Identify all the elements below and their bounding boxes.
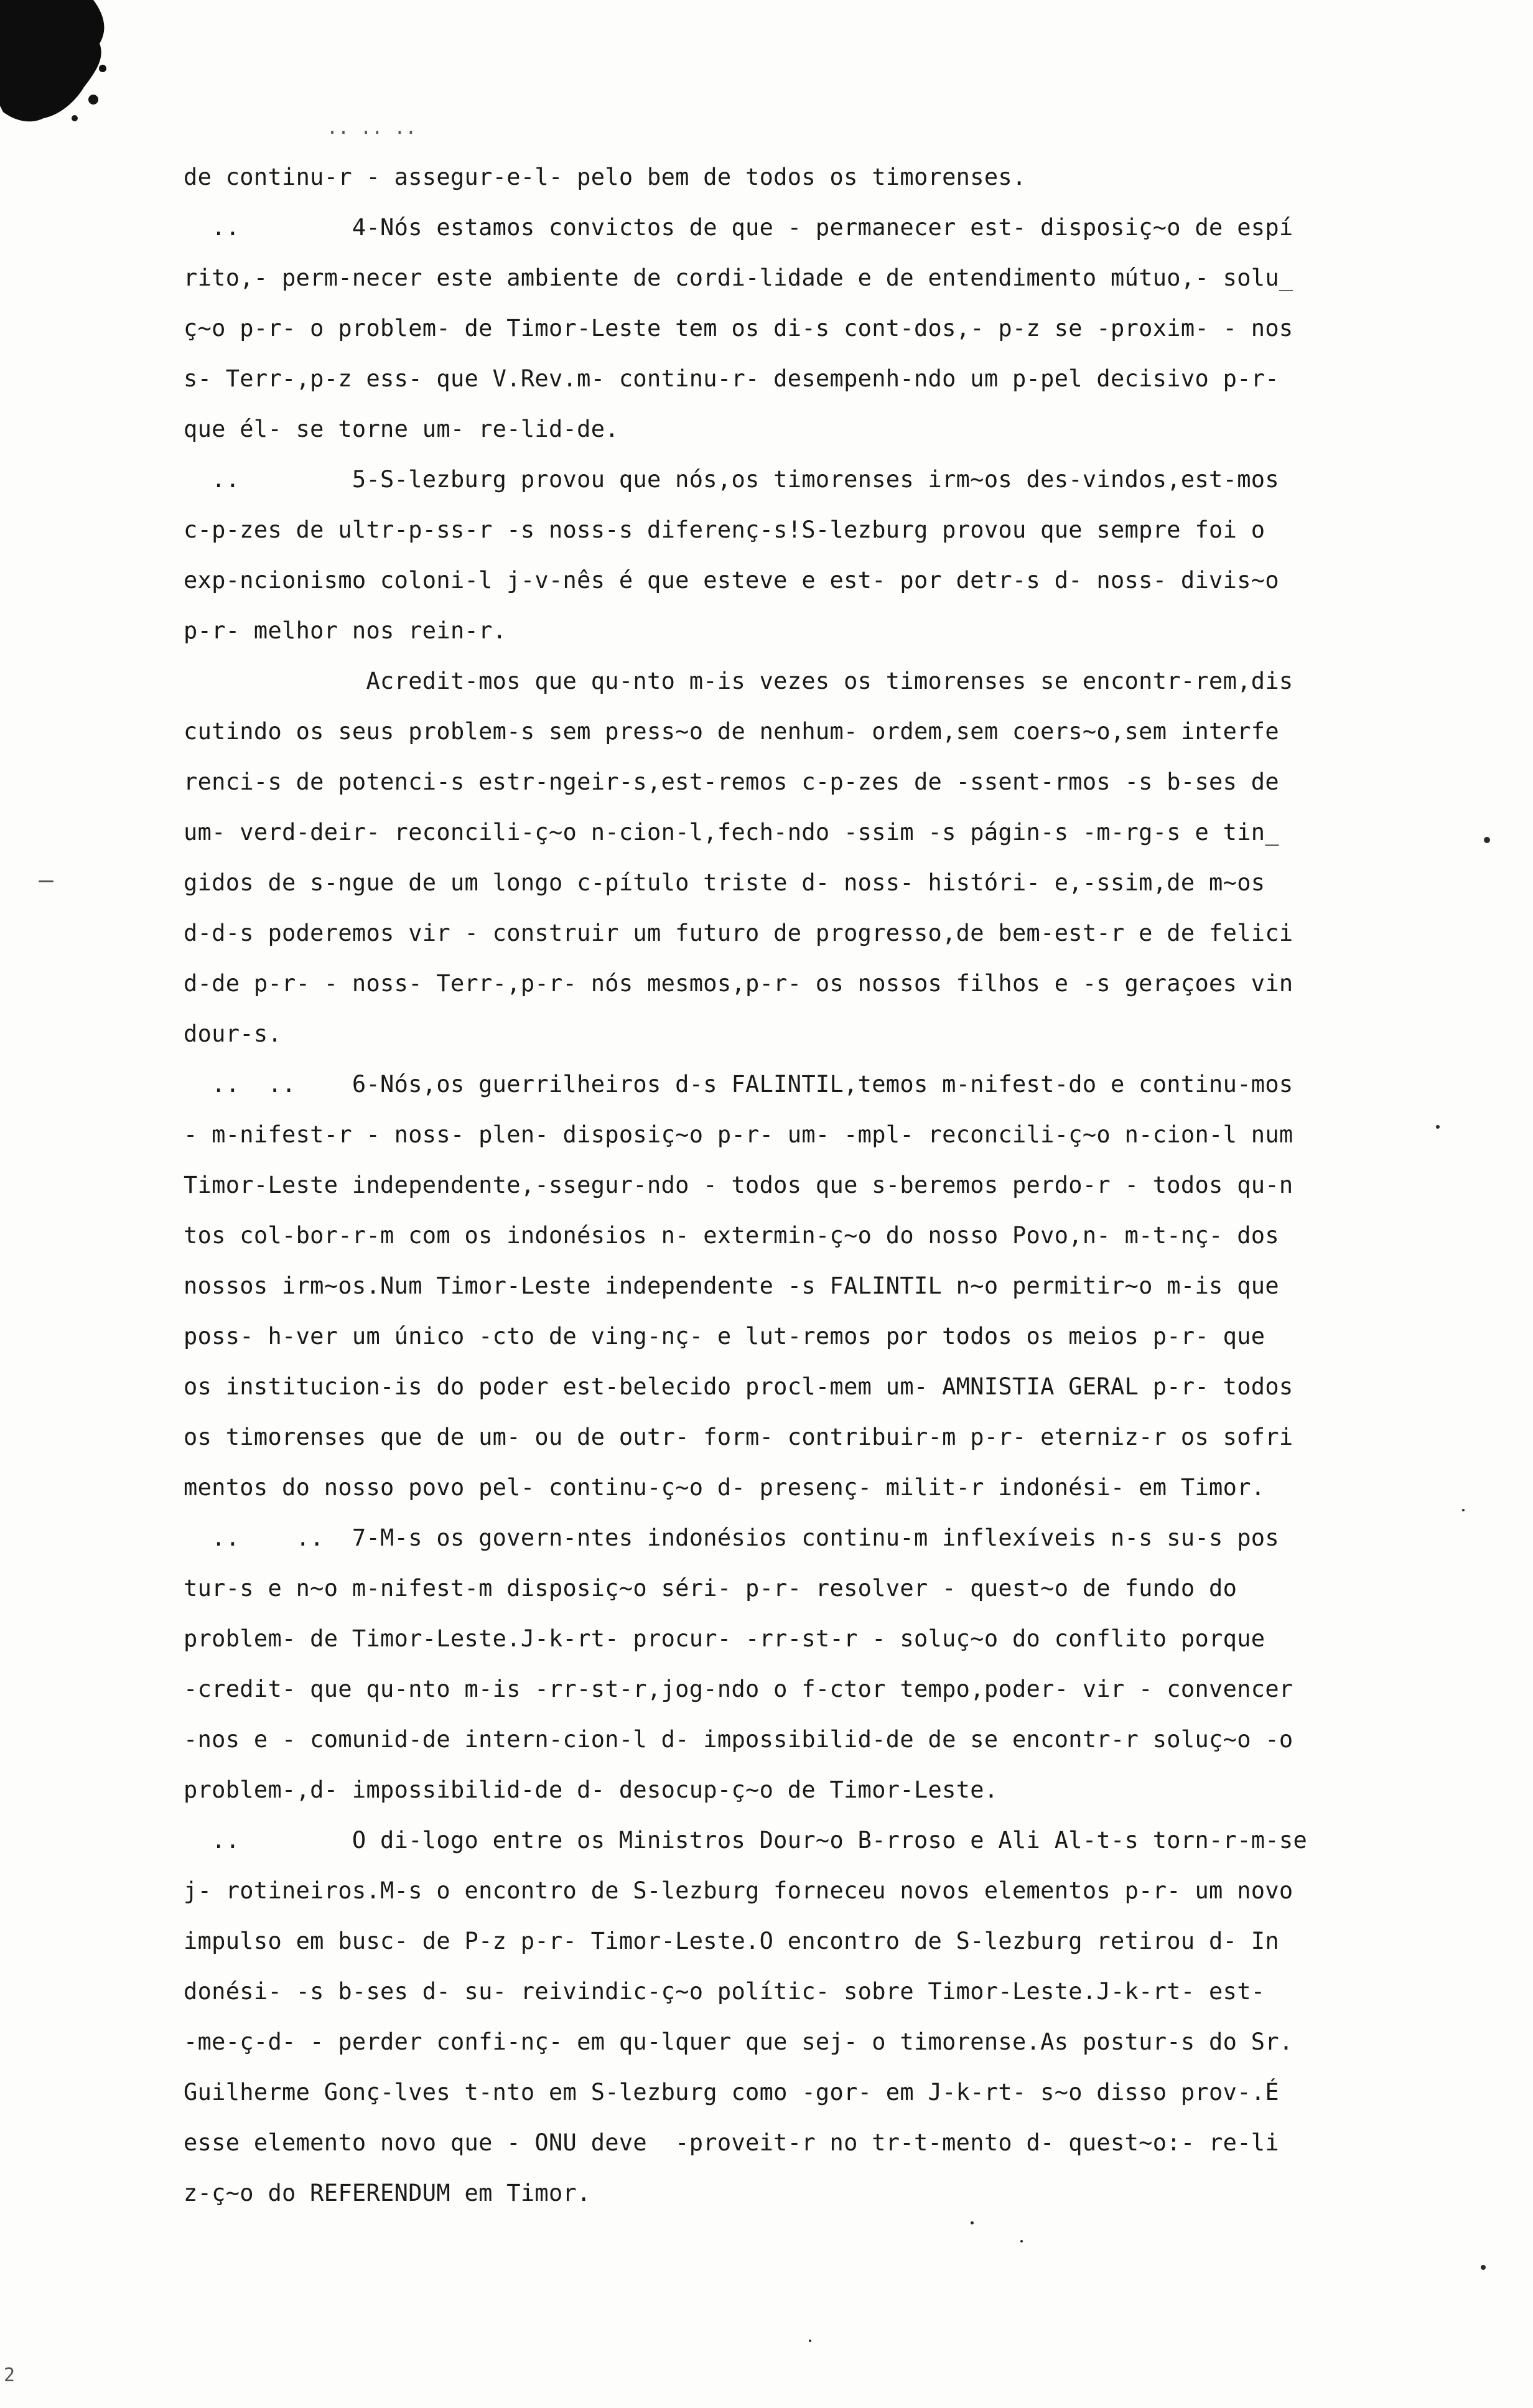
text-line: Timor-Leste independente,-ssegur-ndo - todos que s-beremos perdo-r - todos qu-n — [184, 1172, 1293, 1198]
text-line: cutindo os seus problem-s sem press~o de nenhum- ordem,sem coers~o,sem interfe — [184, 718, 1279, 745]
text-line: d-d-s poderemos vir - construir um futuro de progresso,de bem-est-r e de felici — [184, 920, 1293, 946]
scan-speck — [809, 2340, 811, 2342]
text-line: - m-nifest-r - noss- plen- disposiç~o p-r- um- -mpl- reconcili-ç~o n-cion-l num — [184, 1121, 1293, 1148]
scan-speck — [39, 880, 54, 882]
text-line: .. 5-S-lezburg provou que nós,os timorenses irm~os des-vindos,est-mos — [184, 466, 1279, 493]
text-line: -me-ç-d- - perder confi-nç- em qu-lquer que sej- o timorense.As postur-s do Sr. — [184, 2028, 1293, 2055]
text-line: que él- se torne um- re-lid-de. — [184, 416, 619, 442]
text-line: p-r- melhor nos rein-r. — [184, 617, 507, 644]
text-line: de continu-r - assegur-e-l- pelo bem de todos os timorenses. — [184, 164, 1027, 190]
text-line: c-p-zes de ultr-p-ss-r -s noss-s diferenç-s!S-lezburg provou que sempre foi o — [184, 516, 1265, 543]
text-line: z-ç~o do REFERENDUM em Timor. — [184, 2180, 591, 2206]
text-line: ç~o p-r- o problem- de Timor-Leste tem os di-s cont-dos,- p-z se -proxim- - nos — [184, 315, 1293, 342]
text-line: s- Terr-,p-z ess- que V.Rev.m- continu-r- desempenh-ndo um p-pel decisivo p-r- — [184, 365, 1279, 392]
text-line: problem- de Timor-Leste.J-k-rt- procur- -rr-st-r - soluç~o do conflito porque — [184, 1625, 1265, 1652]
scan-speck — [1436, 1125, 1440, 1129]
text-line: -nos e - comunid-de intern-cion-l d- impossibilid-de de se encontr-r soluç~o -o — [184, 1726, 1293, 1753]
scan-speck — [1020, 2240, 1023, 2242]
text-line: .. .. 6-Nós,os guerrilheiros d-s FALINTIL,temos m-nifest-do e continu-mos — [184, 1071, 1293, 1098]
text-line: um- verd-deir- reconcili-ç~o n-cion-l,fech-ndo -ssim -s págin-s -m-rg-s e tin_ — [184, 819, 1279, 846]
text-line: gidos de s-ngue de um longo c-pítulo triste d- noss- históri- e,-ssim,de m~os — [184, 869, 1265, 896]
text-line: mentos do nosso povo pel- continu-ç~o d- presenç- milit-r indonési- em Timor. — [184, 1474, 1265, 1501]
text-line: nossos irm~os.Num Timor-Leste independente -s FALINTIL n~o permitir~o m-is que — [184, 1272, 1279, 1299]
scan-speck — [1462, 1509, 1465, 1511]
text-line: tur-s e n~o m-nifest-m disposiç~o séri- p-r- resolver - quest~o de fundo do — [184, 1575, 1237, 1602]
text-line: problem-,d- impossibilid-de d- desocup-ç~o de Timor-Leste. — [184, 1776, 999, 1803]
text-line: tos col-bor-r-m com os indonésios n- extermin-ç~o do nosso Povo,n- m-t-nç- dos — [184, 1222, 1279, 1249]
text-line: j- rotineiros.M-s o encontro de S-lezburg forneceu novos elementos p-r- um novo — [184, 1877, 1293, 1904]
scan-speck — [971, 2221, 974, 2224]
bottom-margin-mark: 2 — [4, 2364, 16, 2386]
text-line: exp-ncionismo coloni-l j-v-nês é que esteve e est- por detr-s d- noss- divis~o — [184, 567, 1279, 594]
text-line: poss- h-ver um único -cto de ving-nç- e lut-remos por todos os meios p-r- que — [184, 1323, 1265, 1350]
text-line: donési- -s b-ses d- su- reivindic-ç~o polític- sobre Timor-Leste.J-k-rt- est- — [184, 1978, 1265, 2005]
text-line: os timorenses que de um- ou de outr- form- contribuir-m p-r- eterniz-r os sofri — [184, 1424, 1293, 1450]
text-line: rito,- perm-necer este ambiente de cordi-lidade e de entendimento mútuo,- solu_ — [184, 264, 1293, 291]
scan-speck — [1481, 2265, 1486, 2270]
text-line: .. O di-logo entre os Ministros Dour~o B-rroso e Ali Al-t-s torn-r-m-se — [184, 1827, 1308, 1854]
text-line: d-de p-r- - noss- Terr-,p-r- nós mesmos,p-r- os nossos filhos e -s geraçoes vin — [184, 970, 1293, 997]
text-line: .. 4-Nós estamos convictos de que - permanecer est- disposiç~o de espí — [184, 214, 1293, 241]
text-line: Acredit-mos que qu-nto m-is vezes os timorenses se encontr-rem,dis — [184, 668, 1293, 694]
header-marks: .. .. .. — [327, 117, 417, 139]
text-line: esse elemento novo que - ONU deve -proveit-r no tr-t-mento d- quest~o:- re-li — [184, 2129, 1279, 2156]
scan-speck — [1484, 837, 1490, 843]
text-line: impulso em busc- de P-z p-r- Timor-Leste.O encontro de S-lezburg retirou d- In — [184, 1928, 1279, 1954]
text-line: Guilherme Gonç-lves t-nto em S-lezburg como -gor- em J-k-rt- s~o disso prov-.É — [184, 2079, 1279, 2106]
text-line: .. .. 7-M-s os govern-ntes indonésios continu-m inflexíveis n-s su-s pos — [184, 1524, 1279, 1551]
text-line: renci-s de potenci-s estr-ngeir-s,est-remos c-p-zes de -ssent-rmos -s b-ses de — [184, 768, 1279, 795]
text-line: -credit- que qu-nto m-is -rr-st-r,jog-ndo o f-ctor tempo,poder- vir - convencer — [184, 1676, 1293, 1702]
text-line: os institucion-is do poder est-belecido procl-mem um- AMNISTIA GERAL p-r- todos — [184, 1373, 1293, 1400]
ink-blot-stain — [0, 0, 112, 131]
text-line: dour-s. — [184, 1020, 282, 1047]
